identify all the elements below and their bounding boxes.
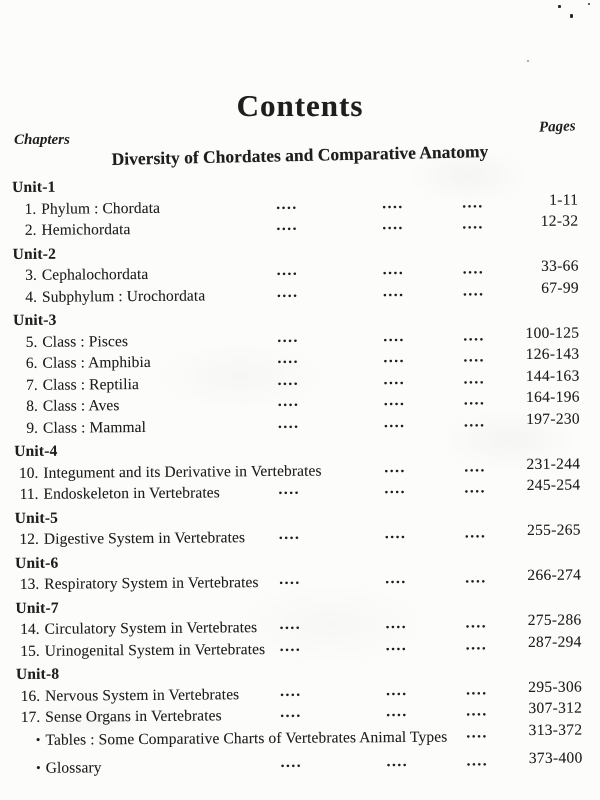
dot-leader: ....: [385, 569, 407, 588]
entry-title: Respiratory System in Vertebrates: [44, 574, 259, 593]
entry-pages: 1-11: [549, 191, 579, 209]
dot-leader: ....: [462, 260, 485, 278]
entry-title: Class : Aves: [42, 397, 120, 415]
entry-pages: 144-163: [525, 367, 580, 385]
entry-number: 4.: [25, 288, 38, 306]
unit-heading: Unit-6: [14, 554, 59, 572]
dot-leader: ....: [383, 413, 406, 431]
entry-title: Nervous System in Vertebrates: [45, 685, 240, 705]
toc-list: [12, 171, 583, 779]
dot-leader: ....: [466, 752, 489, 770]
entry-title: Cephalochordata: [41, 265, 149, 284]
dot-leader: ....: [279, 682, 302, 700]
entry-pages: 266-274: [527, 566, 582, 584]
entry-pages: 307-312: [528, 699, 583, 717]
entry-pages: 197-230: [526, 410, 580, 428]
dot-leader: ....: [278, 480, 301, 498]
scan-speck: [558, 5, 561, 8]
entry-title: Sense Organs in Vertebrates: [45, 707, 222, 726]
entry-title: Digestive System in Vertebrates: [43, 529, 246, 548]
entry-number: 5.: [25, 333, 38, 351]
scan-speck: [527, 60, 529, 62]
entry-pages: 231-244: [526, 455, 581, 473]
dot-leader: ....: [462, 281, 485, 299]
entry-title: Class : Amphibia: [42, 353, 151, 372]
dot-leader: ....: [277, 414, 300, 432]
dot-leader: ....: [386, 752, 409, 771]
entry-number: 11.: [19, 485, 39, 503]
dot-leader: ....: [277, 371, 300, 389]
bullet-marker: •: [36, 759, 41, 775]
dot-leader: ....: [385, 614, 408, 633]
dot-leader: ....: [464, 524, 487, 542]
dot-leader: ....: [382, 194, 404, 212]
entry-pages: 12-32: [540, 212, 579, 230]
entry-pages: 275-286: [527, 611, 582, 629]
dot-leader: ....: [463, 391, 486, 409]
dot-leader: ....: [277, 349, 300, 367]
dot-leader: ....: [382, 215, 404, 234]
scan-speck: [588, 3, 590, 5]
unit-heading: Unit-7: [15, 599, 59, 617]
section-subtitle: Diversity of Chordates and Comparative Anatomy: [111, 141, 489, 169]
dot-leader: ....: [383, 327, 405, 345]
dot-leader: ....: [276, 261, 299, 279]
entry-pages: 255-265: [526, 521, 581, 539]
dot-leader: ....: [465, 614, 488, 632]
unit-heading: Unit-4: [14, 442, 58, 460]
unit-heading: Unit-2: [12, 245, 57, 263]
entry-pages: 33-66: [540, 257, 579, 275]
entry-number: 16.: [20, 687, 41, 705]
entry-number: 2.: [24, 221, 37, 239]
entry-title: Class : Mammal: [42, 418, 147, 437]
entry-pages: 373-400: [528, 749, 583, 767]
dot-leader: ....: [463, 326, 485, 344]
pages-column-label: Pages: [539, 118, 577, 136]
chapters-column-label: Chapters: [14, 132, 70, 148]
entry-number: 17.: [20, 708, 41, 726]
dot-leader: ....: [279, 637, 302, 655]
entry-pages: 295-306: [528, 678, 583, 696]
entry-number: 14.: [20, 620, 40, 638]
dot-leader: ....: [382, 282, 405, 300]
dot-leader: ....: [385, 636, 408, 654]
entry-number: 8.: [26, 397, 38, 415]
entry-pages: 245-254: [526, 476, 581, 494]
entry-pages: 287-294: [527, 633, 582, 651]
dot-leader: ....: [466, 702, 488, 720]
unit-heading: Unit-1: [12, 178, 56, 196]
dot-leader: ....: [463, 369, 486, 387]
bullet-marker: •: [35, 731, 41, 747]
scan-speck: [570, 14, 573, 18]
entry-number: 7.: [25, 376, 38, 394]
entry-pages: 126-143: [525, 345, 580, 363]
entry-number: 6.: [25, 354, 38, 372]
dot-leader: ....: [276, 195, 298, 213]
entry-number: 10.: [18, 464, 39, 482]
entry-title: Urinogenital System in Vertebrates: [44, 640, 266, 660]
entry-title: Integument and its Derivative in Vertebrates: [43, 462, 322, 482]
entry-number: 15.: [20, 642, 40, 660]
dot-leader: ....: [385, 681, 408, 699]
entry-title: Class : Pisces: [42, 332, 129, 351]
dot-leader: ....: [276, 216, 298, 234]
entry-number: 9.: [26, 419, 39, 437]
unit-heading: Unit-8: [15, 665, 60, 683]
entry-title: Phylum : Chordata: [41, 199, 161, 218]
dot-leader: ....: [382, 260, 405, 279]
entry-number: 12.: [19, 530, 39, 548]
dot-leader: ....: [465, 635, 488, 653]
dot-leader: ....: [462, 193, 484, 211]
dot-leader: ....: [465, 680, 488, 698]
entry-title: Subphylum : Urochordata: [41, 286, 206, 306]
entry-number: 3.: [25, 266, 37, 284]
entry-number: 13.: [19, 575, 40, 593]
dot-leader: ....: [383, 348, 406, 367]
dot-leader: ....: [464, 457, 486, 475]
entry-title: Circulatory System in Vertebrates: [44, 619, 258, 638]
dot-leader: ....: [463, 348, 486, 366]
page-title: Contents: [236, 88, 364, 123]
entry-pages: 313-372: [528, 721, 583, 739]
entry-title: Tables : Some Comparative Charts of Vertebrates Animal Types: [45, 728, 448, 749]
dot-leader: ....: [466, 723, 488, 741]
dot-leader: ....: [383, 391, 406, 410]
dot-leader: ....: [384, 524, 407, 543]
entry-title: Glossary: [45, 759, 102, 777]
dot-leader: ....: [280, 753, 303, 771]
dot-leader: ....: [384, 458, 406, 476]
dot-leader: ....: [280, 703, 302, 721]
entry-title: Hemichordata: [41, 221, 131, 239]
dot-leader: ....: [279, 570, 301, 588]
entry-title: Endoskeleton in Vertebrates: [43, 484, 220, 503]
dot-leader: ....: [276, 283, 299, 301]
dot-leader: ....: [465, 569, 487, 587]
dot-leader: ....: [464, 479, 487, 497]
unit-heading: Unit-5: [14, 509, 59, 527]
dot-leader: ....: [463, 412, 486, 430]
dot-leader: ....: [383, 370, 406, 388]
dot-leader: ....: [277, 328, 299, 346]
entry-pages: 67-99: [541, 279, 579, 297]
unit-heading: Unit-3: [13, 311, 57, 329]
dot-leader: ....: [278, 525, 301, 543]
dot-leader: ....: [386, 702, 408, 721]
dot-leader: ....: [384, 479, 407, 498]
dot-leader: ....: [279, 615, 302, 633]
entry-pages: 100-125: [525, 324, 580, 342]
dot-leader: ....: [277, 392, 300, 410]
toc-entry: [17, 749, 583, 779]
entry-number: 1.: [24, 200, 37, 218]
entry-pages: 164-196: [525, 388, 580, 406]
toc-entry: [16, 721, 583, 750]
entry-title: Class : Reptilia: [42, 375, 140, 394]
dot-leader: ....: [462, 215, 484, 233]
